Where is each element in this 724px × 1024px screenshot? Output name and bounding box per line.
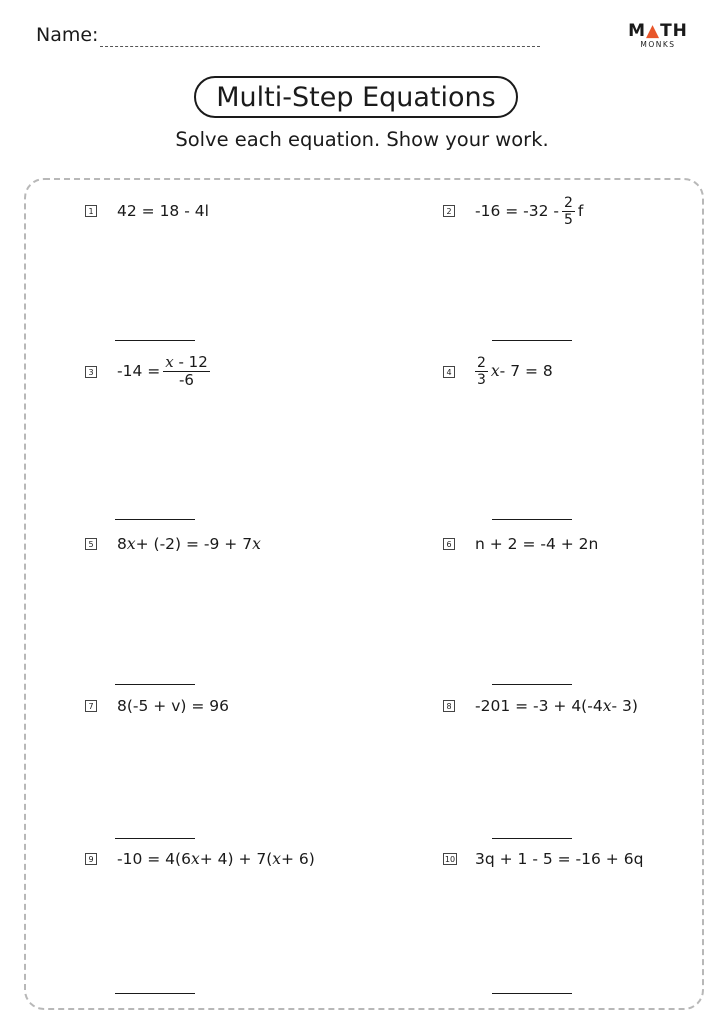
answer-line-7[interactable] <box>115 838 195 839</box>
name-field[interactable] <box>100 46 540 47</box>
answer-line-1[interactable] <box>115 340 195 341</box>
problem-number: 9 <box>85 853 97 865</box>
problem-number: 6 <box>443 538 455 550</box>
instructions: Solve each equation. Show your work. <box>175 128 549 151</box>
equation: -14 = $\frac{x - 12}{-6}$ <box>117 352 208 389</box>
worksheet-title: Multi-Step Equations <box>194 76 518 118</box>
problem-number: 4 <box>443 366 455 378</box>
equation: n + 2 = -4 + 2n <box>475 535 599 553</box>
logo-subtext: MONKS <box>640 40 676 49</box>
logo-triangle-icon: ▲ <box>646 21 661 41</box>
problem-number: 8 <box>443 700 455 712</box>
equation: 8 x + (-2) = -9 + 7 x <box>117 535 261 553</box>
equation: 42 = 18 - 4l <box>117 202 209 220</box>
answer-line-5[interactable] <box>115 684 195 685</box>
problem-number: 5 <box>85 538 97 550</box>
logo-wordmark: M▲TH <box>628 21 688 41</box>
math-monks-logo <box>628 22 688 50</box>
problems-panel <box>24 178 704 1010</box>
equation: 3q + 1 - 5 = -16 + 6q <box>475 850 644 868</box>
equation: 8(-5 + v) = 96 <box>117 697 229 715</box>
name-label: Name: <box>36 24 99 46</box>
equation: -201 = -3 + 4(-4 x - 3) <box>475 697 638 715</box>
problem-number: 1 <box>85 205 97 217</box>
problem-number: 2 <box>443 205 455 217</box>
equation: $\frac{2}{3}$ x - 7 = 8 <box>477 354 553 388</box>
answer-line-10[interactable] <box>492 993 572 994</box>
problem-number: 10 <box>444 855 456 864</box>
problem-number: 3 <box>85 366 97 378</box>
problem-number: 7 <box>85 700 97 712</box>
equation: -10 = 4(6 x + 4) + 7( x + 6) <box>117 850 315 868</box>
answer-line-4[interactable] <box>492 519 572 520</box>
equation: -16 = -32 - $\frac{2}{5}$ f <box>475 194 584 228</box>
answer-line-2[interactable] <box>492 340 572 341</box>
answer-line-9[interactable] <box>115 993 195 994</box>
answer-line-8[interactable] <box>492 838 572 839</box>
answer-line-3[interactable] <box>115 519 195 520</box>
answer-line-6[interactable] <box>492 684 572 685</box>
